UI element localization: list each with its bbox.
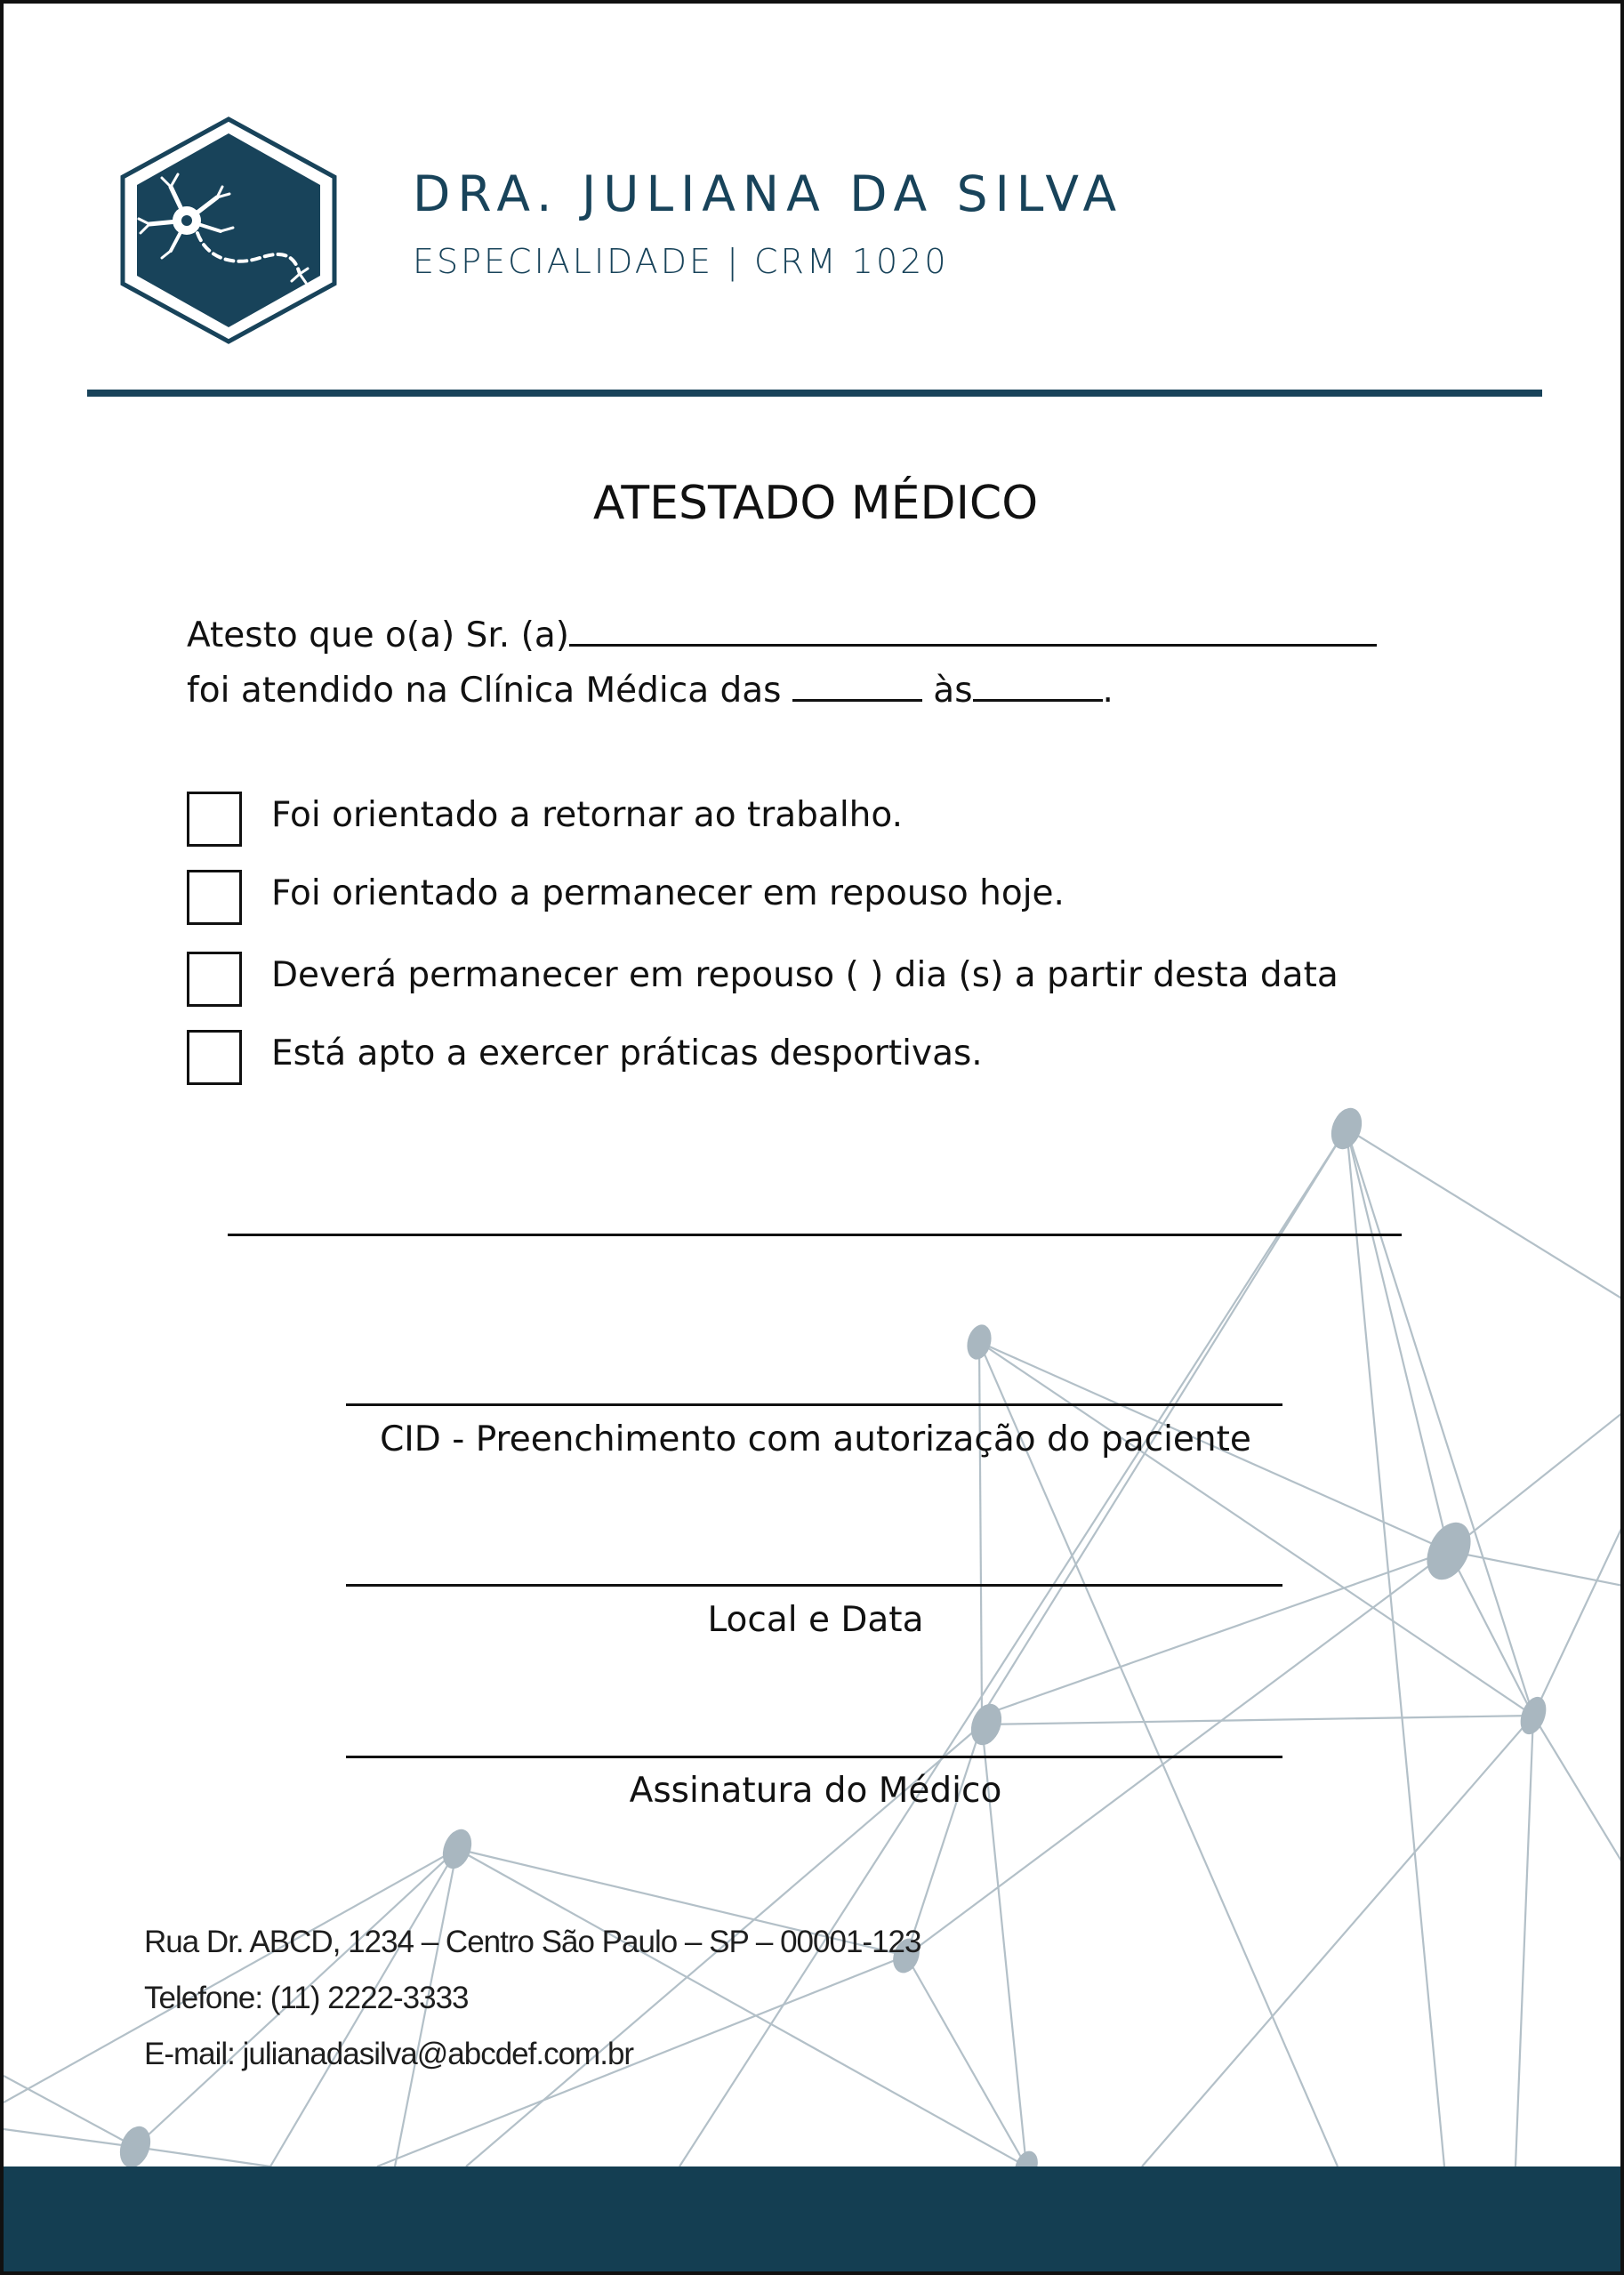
footer-phone: Telefone: (11) 2222-3333 (144, 1981, 469, 2015)
footer-band (4, 2166, 1624, 2275)
doctor-name: DRA. JULIANA DA SILVA (413, 165, 1124, 222)
header-divider (87, 390, 1542, 397)
doctor-specialty: ESPECIALIDADE | CRM 1020 (413, 242, 949, 281)
option-label: Deverá permanecer em repouso ( ) dia (s) a partir desta data (271, 955, 1339, 995)
checkbox[interactable] (187, 952, 242, 1007)
local-date-caption: Local e Data (707, 1600, 924, 1640)
checkbox[interactable] (187, 870, 242, 925)
local-date-line[interactable] (346, 1584, 1282, 1587)
checkbox[interactable] (187, 792, 242, 847)
document-title: ATESTADO MÉDICO (592, 477, 1039, 530)
doctor-logo (117, 116, 340, 345)
patient-line-label: Atesto que o(a) Sr. (a) (187, 615, 569, 655)
option-label: Está apto a exercer práticas desportivas. (271, 1033, 983, 1073)
time-line-label: foi atendido na Clínica Médica das (187, 671, 782, 711)
option-label: Foi orientado a retornar ao trabalho. (271, 795, 903, 835)
checkbox[interactable] (187, 1030, 242, 1085)
cid-line[interactable] (346, 1403, 1282, 1406)
notes-line[interactable] (228, 1234, 1402, 1236)
signature-caption: Assinatura do Médico (629, 1771, 1002, 1811)
footer-email: E-mail: julianadasilva@abcdef.com.br (144, 2037, 634, 2071)
patient-line (187, 614, 1377, 655)
signature-line[interactable] (346, 1756, 1282, 1758)
time-line-middle: às (933, 671, 973, 711)
patient-name-blank[interactable] (569, 614, 1377, 647)
cid-caption: CID - Preenchimento com autorização do paciente (380, 1419, 1251, 1459)
time-line-end: . (1102, 671, 1113, 711)
footer-address: Rua Dr. ABCD, 1234 – Centro São Paulo – SP – 00001-123 (144, 1925, 921, 1959)
time-start-blank[interactable] (792, 669, 922, 702)
time-line (187, 669, 1113, 711)
option-label: Foi orientado a permanecer em repouso hoje. (271, 873, 1065, 913)
time-end-blank[interactable] (973, 669, 1103, 702)
